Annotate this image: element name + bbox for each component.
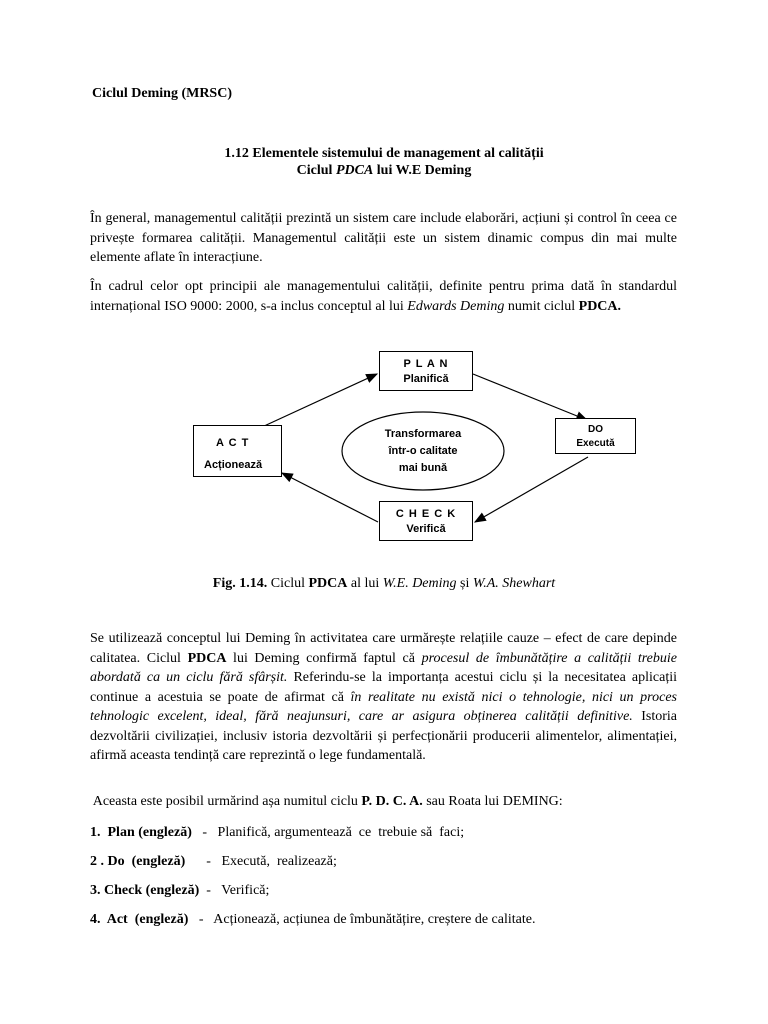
concept-text-3: Referindu-se la importanța acestui ciclu și la necesitatea aplicații continue a acestuia se poate de afirmat că [90,670,677,705]
subheading-suffix: lui W.E Deming [373,163,472,178]
step-label: 4. Act (engleză) [90,912,189,927]
check-subtitle: Verifică [406,523,446,535]
step-text: Acționează, acțiunea de îmbunătățire, creștere de calitate. [213,912,536,927]
paragraph-principles [90,277,677,316]
paragraph-wheel [90,794,563,810]
concept-bold: PDCA [187,650,227,666]
arrow-check-to-act [282,473,378,522]
caption-text-1: Ciclul [267,576,309,591]
do-box [555,418,636,454]
principles-bold: PDCA. [578,298,622,314]
do-subtitle: Execută [576,438,615,449]
caption-text-3: și [456,576,473,591]
concept-text-1: Se utilizează conceptul lui Deming în activitatea care urmărește relațiile cauze – efect de care depinde calitatea. Ciclul [90,631,677,666]
caption-label: Fig. 1.14. [212,576,268,591]
pdca-diagram [0,340,768,560]
principles-em: Edwards Deming [407,298,505,314]
principles-text-1: În cadrul celor opt principii ale managementului calității, definite pentru prima dată în standardul internațional ISO 9000: 2000, s-a inclus conceptul al lui [90,279,677,314]
plan-subtitle: Planifică [403,373,449,385]
step-separator: - [191,825,218,840]
center-line-2: într-o calitate [388,445,458,457]
check-box [379,501,473,541]
subheading-prefix: Ciclul [296,163,336,178]
center-text [348,426,498,477]
principles-text-2: numit ciclul [504,298,579,314]
list-item [90,912,535,928]
step-separator: - [199,883,222,898]
list-item [90,883,269,899]
step-separator: - [188,912,214,927]
act-box [193,425,282,477]
plan-box [379,351,473,391]
concept-text-2: lui Deming confirmă faptul că [226,650,422,666]
caption-em-1: W.E. Deming [382,576,457,591]
list-item [90,854,337,870]
step-separator: - [185,854,222,869]
subheading-em: PDCA [335,163,374,178]
act-title: A C T [216,437,250,449]
section-subheading [0,163,768,179]
check-title: C H E C K [395,508,457,520]
caption-bold: PDCA [308,576,348,591]
center-line-1: Transformarea [384,428,462,440]
step-text: Verifică; [221,883,270,898]
caption-text-2: al lui [347,576,383,591]
list-item [90,825,464,841]
center-line-3: mai bună [398,462,448,474]
step-text: Planifică, argumentează ce trebuie să faci; [217,825,465,840]
plan-title: P L A N [403,358,449,370]
step-label: 2 . Do (engleză) [90,854,186,869]
wheel-bold: P. D. C. A. [361,794,423,809]
step-text: Execută, realizează; [221,854,337,869]
wheel-text-1: Aceasta este posibil urmărind așa numitul ciclu [90,794,362,809]
concept-text-4: Istoria dezvoltării civilizației, inclusiv istoria dezvoltării și perfecționării producerii alimentelor, alimentației, afirmă aceasta tendință care reprezintă o lege fundamentală. [90,709,677,763]
arrow-plan-to-do [473,374,587,420]
concept-em-1: procesul de îmbunătățire a calității trebuie abordată ca un ciclu fără sfârșit. [90,650,677,685]
step-label: 1. Plan (engleză) [90,825,192,840]
wheel-text-2: sau Roata lui DEMING: [422,794,563,809]
do-title: DO [588,424,603,435]
arrow-act-to-plan [262,374,377,427]
caption-em-2: W.A. Shewhart [472,576,556,591]
concept-em-2: în realitate nu există nici o tehnologie, nici un proces tehnologic excelent, ideal, fără neajunsuri, care ar asigura obținerea calității definitive. [90,689,677,724]
paragraph-deming-concept [90,629,677,766]
document-title: Ciclul Deming (MRSC) [92,86,232,101]
section-heading: 1.12 Elementele sistemului de management al calității [224,146,544,161]
paragraph-intro: În general, managementul calității prezintă un sistem care include elaborări, acțiuni și control în ceea ce privește formarea calității. Managementul calității este un sistem dinamic compus din mai multe elemente aflate în interacțiune. [90,211,677,265]
step-label: 3. Check (engleză) [90,883,200,898]
figure-caption [0,576,768,592]
act-subtitle: Acționează [204,459,263,471]
